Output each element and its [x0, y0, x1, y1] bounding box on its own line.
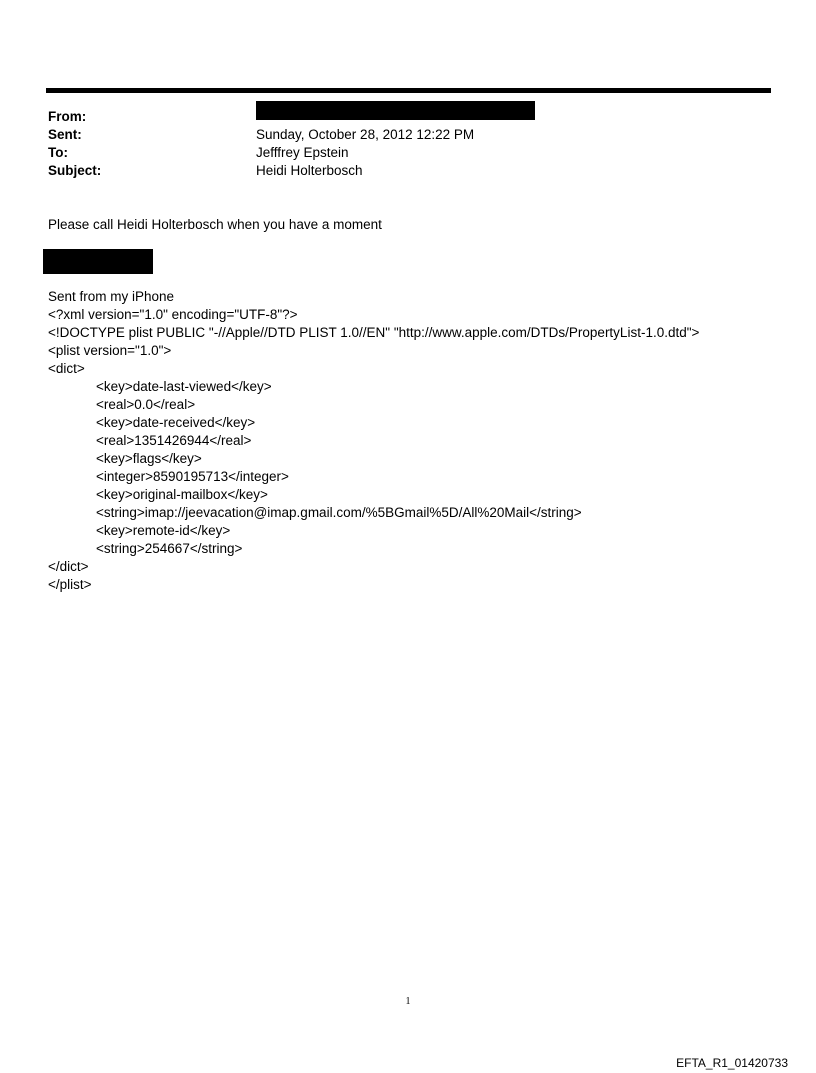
plist-line: <real>0.0</real>	[96, 397, 196, 412]
plist-line: <string>254667</string>	[96, 541, 243, 556]
from-row	[48, 108, 748, 126]
from-redaction	[256, 101, 535, 120]
to-row	[48, 144, 748, 162]
plist-lines	[48, 306, 699, 594]
plist-line: <plist version="1.0">	[48, 343, 172, 358]
plist-line: <key>original-mailbox</key>	[96, 487, 268, 502]
plist-line: <key>remote-id</key>	[96, 523, 231, 538]
bates-number: EFTA_R1_01420733	[676, 1056, 788, 1070]
plist-line: <!DOCTYPE plist PUBLIC "-//Apple//DTD PLIST 1.0//EN" "http://www.apple.com/DTDs/PropertyList-1.0.dtd">	[48, 325, 700, 340]
signature-redaction	[43, 249, 153, 274]
email-header	[48, 108, 748, 180]
sent-row	[48, 126, 748, 144]
plist-line: <string>imap://jeevacation@imap.gmail.com/%5BGmail%5D/All%20Mail</string>	[96, 505, 582, 520]
subject-value: Heidi Holterbosch	[256, 163, 363, 178]
plist-line: <?xml version="1.0" encoding="UTF-8"?>	[48, 307, 298, 322]
to-label: To:	[48, 145, 68, 160]
page-number: 1	[405, 996, 411, 1007]
message-body: Please call Heidi Holterbosch when you have a moment	[48, 217, 382, 232]
from-label: From:	[48, 109, 87, 124]
sent-label: Sent:	[48, 127, 82, 142]
plist-line: <real>1351426944</real>	[96, 433, 252, 448]
subject-row	[48, 162, 748, 180]
top-rule	[46, 88, 771, 93]
sent-value: Sunday, October 28, 2012 12:22 PM	[256, 127, 475, 142]
plist-line: </dict>	[48, 559, 89, 574]
plist-line: <key>date-received</key>	[96, 415, 256, 430]
plist-line: <key>flags</key>	[96, 451, 202, 466]
plist-block	[48, 288, 699, 594]
plist-line: <integer>8590195713</integer>	[96, 469, 289, 484]
plist-line: <dict>	[48, 361, 85, 376]
plist-line: <key>date-last-viewed</key>	[96, 379, 272, 394]
subject-label: Subject:	[48, 163, 102, 178]
to-value: Jefffrey Epstein	[256, 145, 349, 160]
signature-line: Sent from my iPhone	[48, 289, 175, 304]
plist-line: </plist>	[48, 577, 92, 592]
